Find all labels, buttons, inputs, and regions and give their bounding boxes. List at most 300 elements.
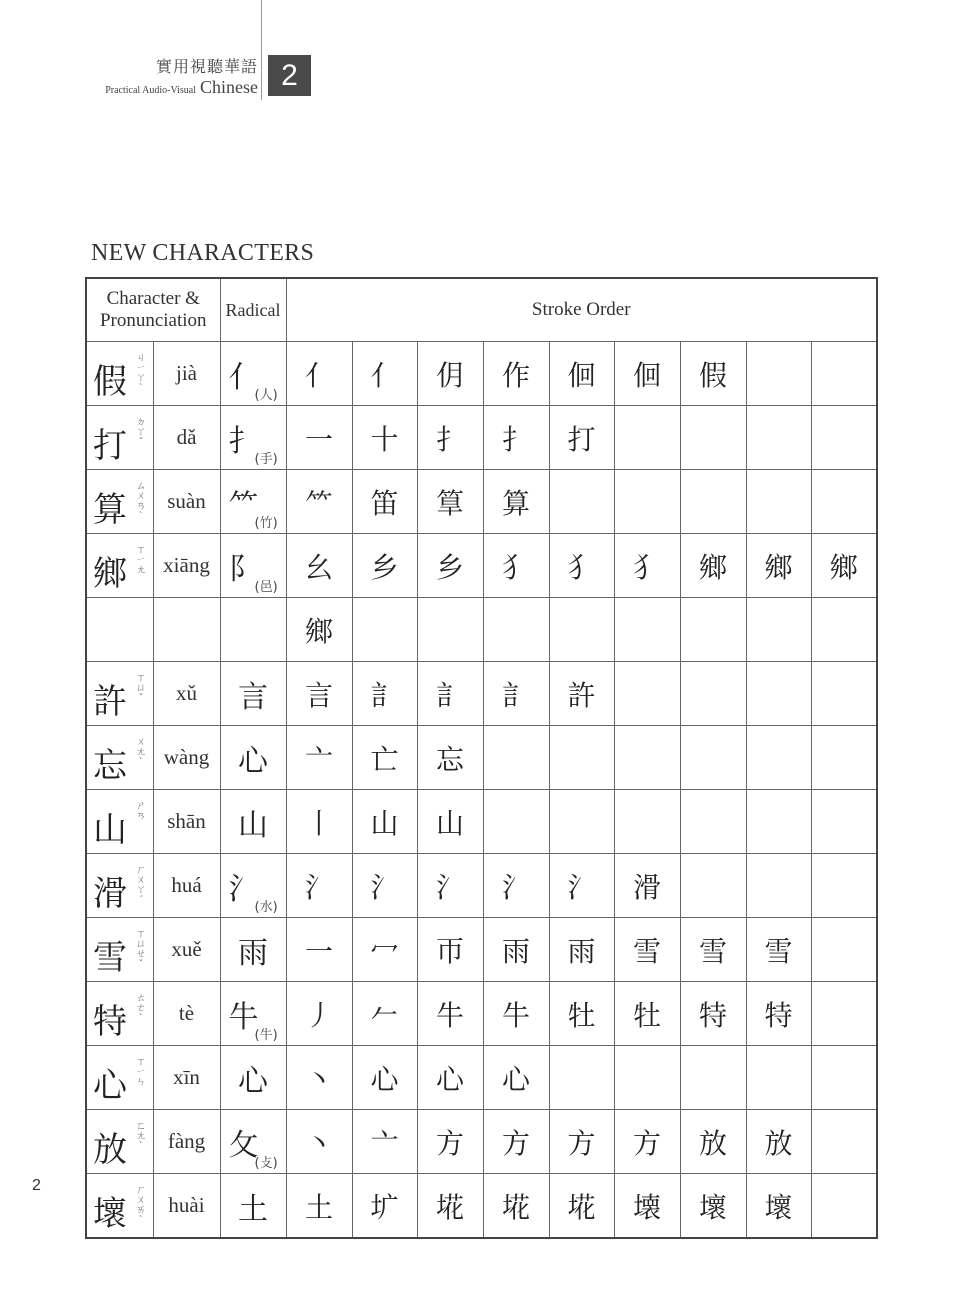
stroke-cell: [417, 982, 483, 1046]
table-row: [86, 342, 877, 406]
pinyin-cell: [153, 1110, 220, 1174]
stroke-cell: [614, 598, 680, 662]
pinyin: xīn: [173, 1065, 200, 1089]
character: 許: [93, 682, 127, 722]
stroke-step: 筸: [435, 486, 464, 520]
stroke-step: 埖: [435, 1190, 464, 1224]
bopomofo: ㄨ ㄤ ˋ: [136, 737, 146, 768]
stroke-step: 言: [304, 678, 333, 712]
header-radical: Radical: [220, 278, 286, 342]
stroke-cell: [680, 982, 746, 1046]
stroke-cell: [746, 1046, 811, 1110]
stroke-cell: [614, 1174, 680, 1239]
table-row: [86, 1174, 877, 1239]
stroke-step: 山: [435, 806, 464, 840]
stroke-step: 滑: [632, 870, 661, 904]
stroke-cell: [746, 342, 811, 406]
stroke-step: 壞: [764, 1190, 793, 1224]
stroke-cell: [680, 918, 746, 982]
stroke-cell: [811, 470, 877, 534]
stroke-step: 帀: [435, 934, 464, 968]
pinyin: xuě: [171, 937, 202, 961]
stroke-step: 佪: [567, 358, 596, 392]
stroke-cell: [417, 1046, 483, 1110]
stroke-step: 丨: [304, 806, 333, 840]
stroke-cell: [483, 1110, 549, 1174]
stroke-cell: [614, 982, 680, 1046]
stroke-cell: [286, 342, 352, 406]
stroke-step: 放: [698, 1126, 727, 1160]
stroke-cell: [680, 726, 746, 790]
pinyin: xǔ: [176, 681, 197, 705]
stroke-step: 丶: [304, 1062, 333, 1096]
stroke-cell: [746, 918, 811, 982]
stroke-cell: [286, 1110, 352, 1174]
stroke-cell: [549, 854, 614, 918]
stroke-step: 𠂉: [370, 998, 399, 1032]
stroke-cell: [680, 790, 746, 854]
pinyin-cell: [153, 662, 220, 726]
stroke-step: 丶: [304, 1126, 333, 1160]
stroke-step: 壞: [698, 1190, 727, 1224]
stroke-cell: [286, 470, 352, 534]
stroke-cell: [417, 918, 483, 982]
stroke-step: 作: [501, 358, 530, 392]
stroke-cell: [286, 406, 352, 470]
stroke-step: 牛: [501, 998, 530, 1032]
stroke-cell: [483, 854, 549, 918]
stroke-cell: [549, 470, 614, 534]
stroke-cell: [549, 790, 614, 854]
character-cell: [86, 726, 153, 790]
table-row: [86, 918, 877, 982]
stroke-step: 乡: [370, 550, 399, 584]
stroke-step: 放: [764, 1126, 793, 1160]
stroke-cell: [286, 598, 352, 662]
radical: ⺮: [228, 488, 259, 523]
bopomofo: ㄒ ㄧ ㄣ: [136, 1057, 146, 1088]
pinyin-cell: [153, 854, 220, 918]
stroke-cell: [811, 1046, 877, 1110]
character-cell: [86, 1174, 153, 1239]
stroke-cell: [417, 1174, 483, 1239]
stroke-cell: [352, 1046, 417, 1110]
pinyin: xiāng: [163, 553, 210, 577]
stroke-cell: [417, 726, 483, 790]
radical: 亻: [228, 360, 259, 395]
stroke-cell: [746, 406, 811, 470]
stroke-step: 雪: [698, 934, 727, 968]
stroke-cell: [549, 406, 614, 470]
radical-cell: [220, 982, 286, 1046]
pinyin-cell: [153, 918, 220, 982]
stroke-cell: [286, 982, 352, 1046]
stroke-step: 扌: [501, 422, 530, 456]
stroke-cell: [680, 1110, 746, 1174]
bopomofo: ㄊ ㄜ ˋ: [136, 993, 146, 1024]
header-divider: [261, 0, 262, 100]
stroke-cell: [746, 598, 811, 662]
stroke-cell: [352, 918, 417, 982]
character: 心: [93, 1066, 127, 1106]
character-cell: [86, 1046, 153, 1110]
stroke-cell: [614, 854, 680, 918]
radical-cell: [220, 470, 286, 534]
book-title-chinese: 實用視聽華語: [155, 57, 258, 76]
stroke-step: 牡: [567, 998, 596, 1032]
stroke-step: 鄉: [698, 550, 727, 584]
stroke-step: 幺: [304, 550, 333, 584]
stroke-cell: [614, 790, 680, 854]
stroke-cell: [680, 854, 746, 918]
stroke-step: 壊: [632, 1190, 661, 1224]
table-row: [86, 726, 877, 790]
stroke-cell: [286, 534, 352, 598]
stroke-step: 仴: [435, 358, 464, 392]
stroke-step: 亡: [370, 742, 399, 776]
stroke-cell: [483, 982, 549, 1046]
pinyin: huá: [171, 873, 202, 897]
stroke-cell: [483, 406, 549, 470]
stroke-cell: [811, 982, 877, 1046]
stroke-step: 冖: [370, 934, 399, 968]
character: 山: [93, 810, 127, 850]
pinyin-cell: [153, 982, 220, 1046]
stroke-step: 土: [304, 1190, 333, 1224]
volume-number-badge: 2: [268, 55, 311, 96]
bopomofo: ㄏ ㄨ ㄞ ˋ: [136, 1185, 146, 1226]
character: 特: [93, 1002, 127, 1042]
radical-cell: [220, 662, 286, 726]
page-number: 2: [32, 1177, 41, 1194]
stroke-cell: [483, 342, 549, 406]
table-row: [86, 598, 877, 662]
bopomofo: ㄕ ㄢ: [136, 801, 146, 822]
stroke-cell: [614, 470, 680, 534]
radical-cell: [220, 406, 286, 470]
stroke-cell: [680, 470, 746, 534]
radical-origin: (牛): [254, 1028, 278, 1043]
book-title-english: [105, 77, 258, 98]
character-cell: [86, 662, 153, 726]
stroke-step: 心: [435, 1062, 464, 1096]
stroke-cell: [417, 854, 483, 918]
radical: 攵: [228, 1128, 259, 1163]
stroke-cell: [549, 726, 614, 790]
stroke-cell: [811, 534, 877, 598]
stroke-cell: [614, 406, 680, 470]
radical: 心: [238, 1063, 268, 1099]
radical-cell: [220, 726, 286, 790]
stroke-cell: [549, 918, 614, 982]
stroke-cell: [417, 1110, 483, 1174]
stroke-cell: [483, 598, 549, 662]
stroke-step: 方: [567, 1126, 596, 1160]
bopomofo: ㄉ ㄚ ˇ: [136, 417, 146, 448]
radical-cell: [220, 854, 286, 918]
stroke-cell: [286, 726, 352, 790]
stroke-cell: [417, 470, 483, 534]
table-row: [86, 1046, 877, 1110]
stroke-cell: [746, 854, 811, 918]
pinyin-cell: [153, 406, 220, 470]
stroke-cell: [614, 534, 680, 598]
character-cell: [86, 854, 153, 918]
stroke-cell: [614, 1110, 680, 1174]
stroke-step: 氵: [370, 870, 399, 904]
stroke-cell: [417, 534, 483, 598]
stroke-step: 牡: [632, 998, 661, 1032]
stroke-step: 亻: [304, 358, 333, 392]
stroke-step: 牛: [435, 998, 464, 1032]
stroke-step: 訁: [501, 678, 530, 712]
table-row: [86, 790, 877, 854]
stroke-step: 埖: [501, 1190, 530, 1224]
pinyin: suàn: [167, 489, 206, 513]
stroke-step: 雨: [501, 934, 530, 968]
stroke-cell: [417, 662, 483, 726]
stroke-step: 亻: [370, 358, 399, 392]
radical: 言: [238, 679, 268, 715]
radical-cell: [220, 918, 286, 982]
bopomofo: ㄏ ㄨ ㄚ ˊ: [136, 865, 146, 906]
stroke-cell: [352, 470, 417, 534]
stroke-cell: [286, 918, 352, 982]
stroke-cell: [811, 790, 877, 854]
radical-cell: [220, 342, 286, 406]
stroke-cell: [549, 1174, 614, 1239]
stroke-cell: [746, 1174, 811, 1239]
stroke-cell: [483, 1174, 549, 1239]
table-row: [86, 982, 877, 1046]
bopomofo: ㄒ ㄩ ˇ: [136, 673, 146, 704]
stroke-cell: [680, 342, 746, 406]
pinyin: huài: [168, 1193, 205, 1217]
header-character-line2: Pronunciation: [99, 310, 207, 331]
character-cell: [86, 342, 153, 406]
stroke-cell: [483, 1046, 549, 1110]
stroke-step: 犭: [501, 550, 530, 584]
stroke-cell: [614, 342, 680, 406]
character-cell: [86, 534, 153, 598]
book-title-english-big: Chinese: [200, 77, 258, 97]
stroke-cell: [680, 406, 746, 470]
stroke-cell: [286, 790, 352, 854]
stroke-step: 一: [304, 934, 333, 968]
stroke-cell: [352, 726, 417, 790]
stroke-cell: [811, 1110, 877, 1174]
stroke-cell: [746, 1110, 811, 1174]
bopomofo: ㄈ ㄤ ˋ: [136, 1121, 146, 1152]
stroke-step: 氵: [567, 870, 596, 904]
stroke-cell: [286, 662, 352, 726]
radical-cell: [220, 1174, 286, 1239]
radical-origin: (人): [254, 388, 278, 403]
character-cell: [86, 790, 153, 854]
header-character-line1: Character &: [106, 288, 200, 309]
stroke-cell: [746, 790, 811, 854]
character: 壞: [93, 1194, 127, 1234]
character-cell: [86, 598, 153, 662]
table-row: [86, 1110, 877, 1174]
radical: 心: [238, 743, 268, 779]
stroke-step: 雪: [632, 934, 661, 968]
stroke-step: 心: [501, 1062, 530, 1096]
stroke-cell: [483, 790, 549, 854]
radical: 阝: [228, 552, 259, 587]
pinyin: dǎ: [176, 425, 197, 449]
stroke-step: 打: [567, 422, 596, 456]
stroke-cell: [352, 854, 417, 918]
stroke-step: 乡: [435, 550, 464, 584]
stroke-cell: [549, 1046, 614, 1110]
stroke-cell: [746, 470, 811, 534]
stroke-step: 鄉: [304, 614, 333, 648]
character: 放: [93, 1130, 127, 1170]
stroke-cell: [549, 598, 614, 662]
section-title: NEW CHARACTERS: [91, 240, 315, 266]
stroke-cell: [286, 1046, 352, 1110]
stroke-cell: [417, 598, 483, 662]
stroke-cell: [811, 406, 877, 470]
stroke-step: 方: [435, 1126, 464, 1160]
character: 鄉: [93, 554, 127, 594]
radical: 扌: [228, 424, 259, 459]
radical: 牛: [228, 1000, 259, 1035]
bopomofo: ㄙ ㄨ ㄢ ˋ: [136, 481, 146, 522]
radical-cell: [220, 1110, 286, 1174]
stroke-step: 假: [698, 358, 727, 392]
bopomofo: ㄐ ㄧ ㄚ ˋ: [136, 353, 146, 394]
stroke-cell: [417, 406, 483, 470]
stroke-cell: [483, 470, 549, 534]
stroke-cell: [352, 662, 417, 726]
table-header-row: [86, 278, 877, 342]
character: 忘: [93, 746, 127, 786]
stroke-step: 鄉: [764, 550, 793, 584]
stroke-cell: [417, 342, 483, 406]
stroke-cell: [549, 662, 614, 726]
character: 滑: [93, 874, 127, 914]
radical: 土: [238, 1191, 268, 1227]
stroke-cell: [352, 598, 417, 662]
stroke-cell: [352, 982, 417, 1046]
stroke-cell: [811, 342, 877, 406]
table-row: [86, 470, 877, 534]
stroke-cell: [746, 534, 811, 598]
stroke-step: 訁: [435, 678, 464, 712]
stroke-step: 氵: [304, 870, 333, 904]
stroke-step: 方: [501, 1126, 530, 1160]
stroke-step: ⺮: [304, 486, 333, 520]
character-cell: [86, 406, 153, 470]
stroke-cell: [483, 726, 549, 790]
radical-origin: (邑): [254, 580, 278, 595]
character: 雪: [93, 938, 127, 978]
radical-cell: [220, 598, 286, 662]
stroke-cell: [746, 726, 811, 790]
stroke-step: 十: [370, 422, 399, 456]
stroke-step: 亠: [370, 1126, 399, 1160]
character: 假: [93, 362, 127, 402]
stroke-step: 山: [370, 806, 399, 840]
character-cell: [86, 918, 153, 982]
stroke-step: 忘: [435, 742, 464, 776]
stroke-step: 亠: [304, 742, 333, 776]
stroke-step: 氵: [501, 870, 530, 904]
radical: 氵: [228, 872, 259, 907]
stroke-step: 特: [698, 998, 727, 1032]
radical: 雨: [238, 935, 268, 971]
table-row: [86, 534, 877, 598]
stroke-step: 雨: [567, 934, 596, 968]
radical-origin: (水): [254, 900, 278, 915]
stroke-cell: [811, 918, 877, 982]
stroke-step: 鄉: [829, 550, 858, 584]
radical-cell: [220, 790, 286, 854]
stroke-cell: [483, 662, 549, 726]
radical: 山: [238, 807, 268, 843]
stroke-cell: [352, 534, 417, 598]
stroke-cell: [680, 662, 746, 726]
stroke-cell: [549, 982, 614, 1046]
pinyin-cell: [153, 1046, 220, 1110]
stroke-cell: [614, 918, 680, 982]
stroke-cell: [352, 1110, 417, 1174]
stroke-cell: [811, 854, 877, 918]
stroke-step: 方: [632, 1126, 661, 1160]
stroke-cell: [746, 982, 811, 1046]
pinyin-cell: [153, 790, 220, 854]
table-row: [86, 406, 877, 470]
radical-cell: [220, 1046, 286, 1110]
stroke-cell: [483, 918, 549, 982]
table-row: [86, 854, 877, 918]
stroke-cell: [352, 406, 417, 470]
stroke-cell: [811, 1174, 877, 1239]
radical-origin: (竹): [254, 516, 278, 531]
pinyin-cell: [153, 534, 220, 598]
stroke-step: 特: [764, 998, 793, 1032]
stroke-cell: [811, 662, 877, 726]
stroke-cell: [746, 662, 811, 726]
character-cell: [86, 982, 153, 1046]
stroke-cell: [680, 534, 746, 598]
stroke-cell: [352, 790, 417, 854]
stroke-cell: [549, 1110, 614, 1174]
pinyin-cell: [153, 342, 220, 406]
stroke-step: 許: [567, 678, 596, 712]
pinyin-cell: [153, 1174, 220, 1239]
pinyin-cell: [153, 726, 220, 790]
stroke-cell: [286, 854, 352, 918]
stroke-cell: [352, 1174, 417, 1239]
pinyin: wàng: [163, 745, 210, 769]
book-title-english-small: Practical Audio-Visual: [105, 85, 196, 96]
pinyin-cell: [153, 470, 220, 534]
stroke-step: 埖: [567, 1190, 596, 1224]
stroke-step: 扌: [435, 422, 464, 456]
stroke-step: 氵: [435, 870, 464, 904]
bopomofo: ㄒ ㄩ ㄝ ˇ: [136, 929, 146, 970]
stroke-cell: [614, 1046, 680, 1110]
stroke-step: 算: [501, 486, 530, 520]
stroke-step: 犭: [567, 550, 596, 584]
pinyin: tè: [178, 1001, 195, 1025]
stroke-cell: [614, 662, 680, 726]
radical-origin: (手): [254, 452, 278, 467]
stroke-step: 心: [370, 1062, 399, 1096]
